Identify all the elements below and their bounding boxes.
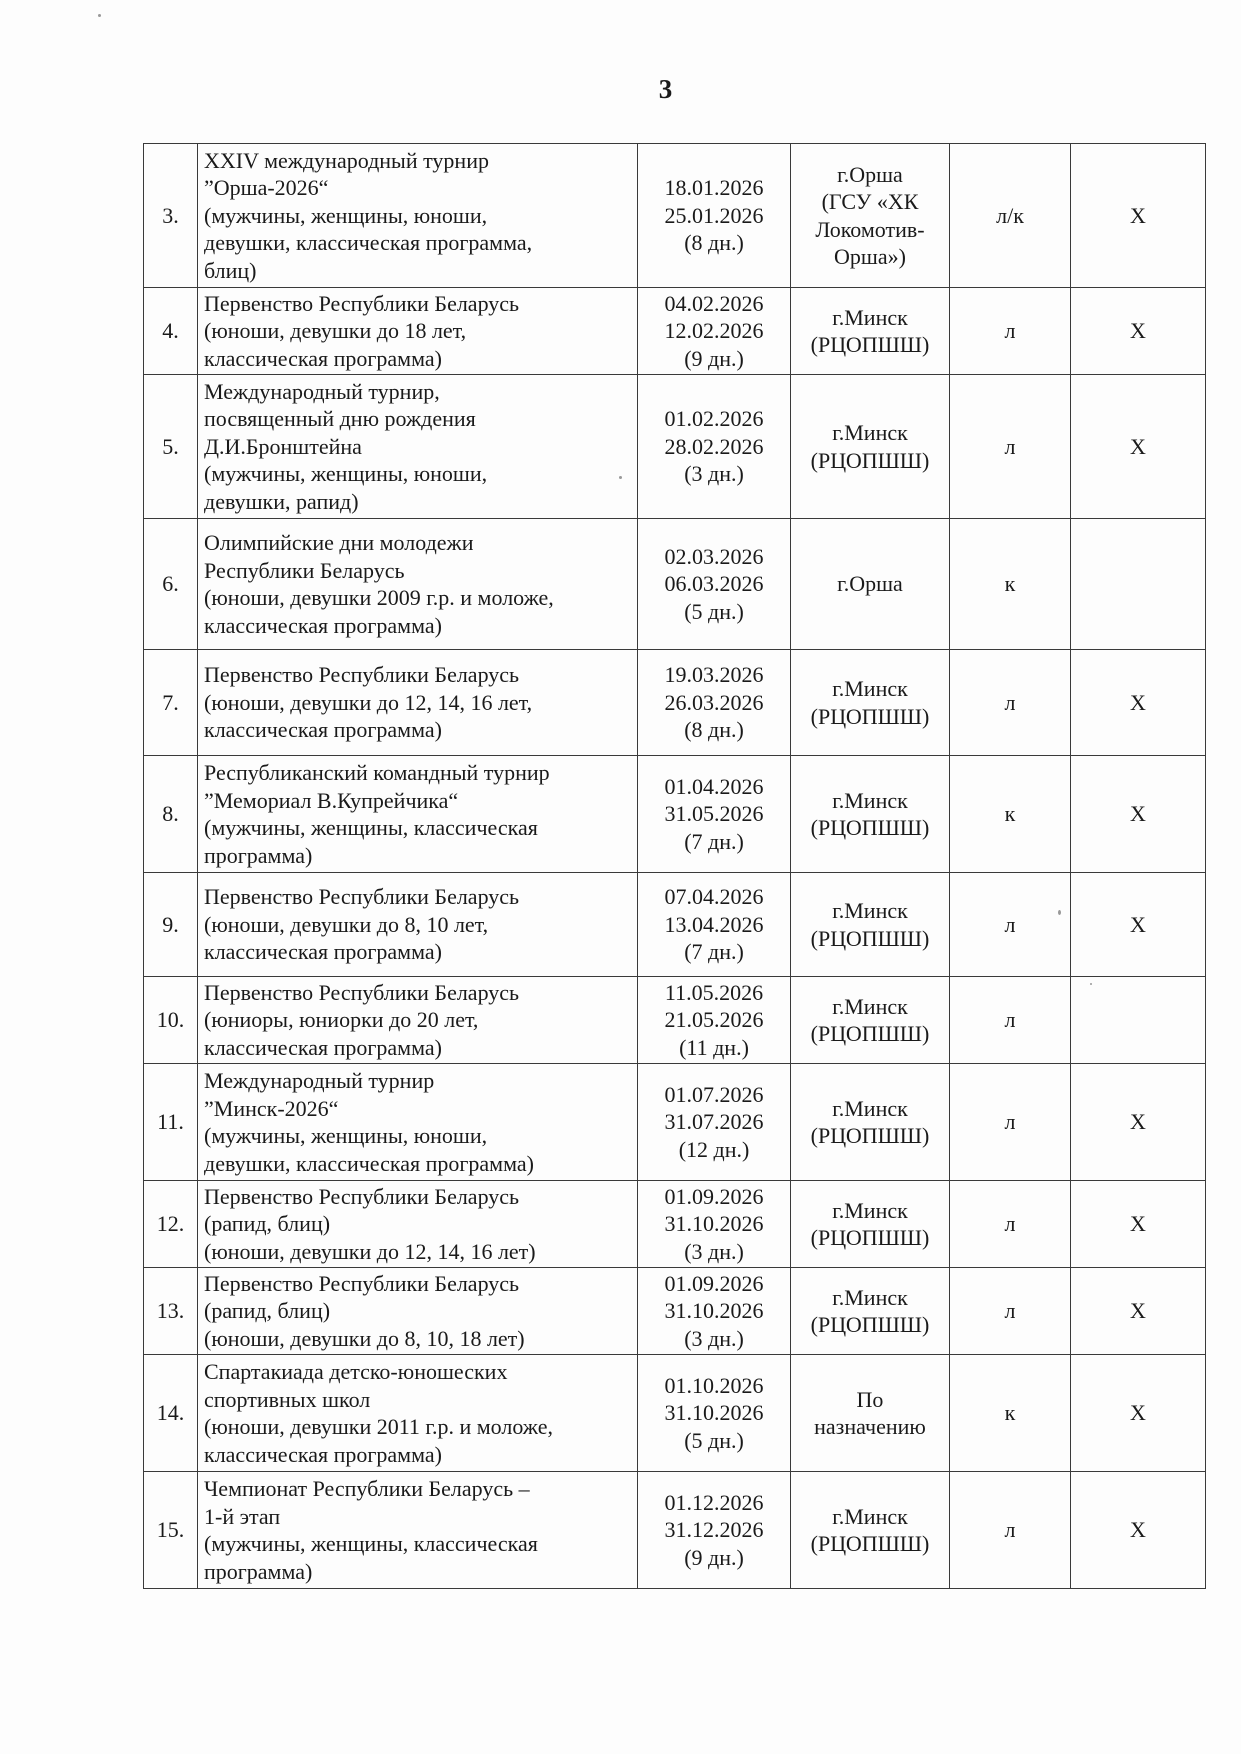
event-dates-line: 28.02.2026 (664, 433, 764, 459)
event-name (198, 1268, 638, 1355)
event-name-line: посвященный дню рождения (204, 406, 476, 432)
event-name-line: Международный турнир (204, 1068, 435, 1093)
event-location-line: назначению (814, 1414, 926, 1439)
event-dates-line: (3 дн.) (684, 1325, 744, 1351)
event-name-line: ”Орша-2026“ (204, 175, 329, 201)
event-mark: Х (1071, 756, 1206, 873)
event-dates-line: 31.12.2026 (664, 1517, 764, 1543)
table-row (144, 519, 1206, 650)
event-location-line: г.Минск (832, 1503, 908, 1529)
event-dates-line: 06.03.2026 (664, 571, 764, 597)
event-dates-line: (7 дн.) (684, 828, 744, 854)
event-type: л (950, 1268, 1071, 1355)
event-mark: Х (1071, 1472, 1206, 1589)
event-location-line: Орша») (834, 244, 906, 269)
scan-speck (98, 14, 101, 17)
event-mark: Х (1071, 288, 1206, 375)
event-dates-line: 31.10.2026 (664, 1211, 764, 1237)
event-name-line: Первенство Республики Беларусь (204, 290, 520, 316)
event-dates-line: (8 дн.) (684, 230, 744, 256)
event-dates (638, 1064, 791, 1181)
event-dates (638, 1355, 791, 1472)
row-number: 8. (144, 756, 198, 873)
event-name-line: спортивных школ (204, 1386, 371, 1412)
event-dates-line: 31.10.2026 (664, 1298, 764, 1324)
event-location (791, 144, 950, 288)
event-name-line: классическая программа) (204, 612, 442, 638)
event-type: л/к (950, 144, 1071, 288)
event-location-line: г.Минск (832, 1197, 908, 1223)
event-name-line: (мужчины, женщины, классическая (204, 1531, 538, 1556)
event-location-line: По (856, 1386, 884, 1412)
event-name-line: Международный турнир, (204, 378, 440, 404)
event-name-line: Республиканский командный турнир (204, 760, 550, 785)
event-dates (638, 1472, 791, 1589)
event-type: к (950, 519, 1071, 650)
event-location-line: (РЦОПШШ) (810, 1531, 930, 1556)
event-dates-line: (7 дн.) (684, 939, 744, 965)
event-location-line: (РЦОПШШ) (810, 815, 930, 840)
event-location-line: (РЦОПШШ) (810, 1123, 930, 1148)
event-name-line: классическая программа) (204, 345, 442, 371)
event-dates-line: 01.07.2026 (664, 1081, 764, 1107)
event-type: к (950, 756, 1071, 873)
event-location-line: (РЦОПШШ) (810, 925, 930, 951)
scan-speck (619, 476, 622, 479)
event-name-line: классическая программа) (204, 1034, 442, 1060)
event-dates-line: (3 дн.) (684, 1238, 744, 1264)
event-dates-line: 18.01.2026 (664, 175, 764, 201)
event-location-line: (РЦОПШШ) (810, 332, 930, 357)
event-name (198, 873, 638, 977)
event-location-line: г.Минск (832, 898, 908, 923)
event-dates-line: 04.02.2026 (664, 290, 764, 316)
event-name (198, 1064, 638, 1181)
event-name-line: Первенство Республики Беларусь (204, 1270, 520, 1296)
table-row (144, 873, 1206, 977)
event-location (791, 375, 950, 519)
table-row (144, 1181, 1206, 1268)
row-number: 10. (144, 977, 198, 1064)
event-name-line: (юноши, девушки до 12, 14, 16 лет) (204, 1238, 536, 1264)
event-dates-line: (8 дн.) (684, 717, 744, 743)
event-type: л (950, 375, 1071, 519)
event-name-line: (мужчины, женщины, классическая (204, 815, 538, 840)
event-name-line: ”Минск-2026“ (204, 1095, 339, 1121)
event-location-line: г.Минск (832, 993, 908, 1019)
event-dates-line: 19.03.2026 (664, 662, 764, 688)
table-row (144, 756, 1206, 873)
table-row (144, 1355, 1206, 1472)
scan-speck (1058, 910, 1061, 915)
event-name-line: (юноши, девушки до 8, 10, 18 лет) (204, 1325, 525, 1351)
event-type: л (950, 1472, 1071, 1589)
event-location-line: (ГСУ «ХК (821, 189, 919, 214)
event-location-line: (РЦОПШШ) (810, 1225, 930, 1250)
page-number: 3 (658, 74, 673, 104)
event-name-line: Республики Беларусь (204, 557, 405, 583)
event-dates-line: (9 дн.) (684, 345, 744, 371)
event-dates-line: 25.01.2026 (664, 202, 764, 228)
event-name-line: Олимпийские дни молодежи (204, 530, 474, 555)
event-name (198, 1181, 638, 1268)
event-name-line: классическая программа) (204, 1441, 442, 1467)
event-name-line: (мужчины, женщины, юноши, (204, 461, 488, 487)
event-name-line: (юноши, девушки до 18 лет, (204, 318, 467, 344)
row-number: 14. (144, 1355, 198, 1472)
table-row (144, 977, 1206, 1064)
event-dates-line: (11 дн.) (679, 1034, 749, 1060)
event-name (198, 288, 638, 375)
event-dates-line: (5 дн.) (684, 1427, 744, 1453)
event-type: л (950, 650, 1071, 756)
event-location-line: г.Орша (837, 571, 903, 597)
event-dates-line: 01.10.2026 (664, 1372, 764, 1398)
event-mark: Х (1071, 144, 1206, 288)
table-row (144, 375, 1206, 519)
event-name (198, 375, 638, 519)
event-dates (638, 144, 791, 288)
table-row (144, 1064, 1206, 1181)
event-name-line: 1-й этап (204, 1503, 281, 1529)
event-location-line: г.Минск (832, 676, 908, 701)
event-mark (1071, 519, 1206, 650)
event-mark: Х (1071, 1355, 1206, 1472)
table-row (144, 288, 1206, 375)
event-location (791, 519, 950, 650)
event-name-line: девушки, классическая программа) (204, 1150, 534, 1176)
event-dates-line: 01.02.2026 (664, 406, 764, 432)
table-row (144, 650, 1206, 756)
event-name-line: программа) (204, 1558, 313, 1584)
event-location-line: (РЦОПШШ) (810, 703, 930, 729)
event-location (791, 1181, 950, 1268)
event-dates-line: 01.12.2026 (664, 1489, 764, 1515)
competition-schedule-table (143, 143, 1206, 1589)
event-dates-line: 31.05.2026 (664, 801, 764, 827)
event-mark: Х (1071, 375, 1206, 519)
row-number: 5. (144, 375, 198, 519)
event-name-line: Чемпионат Республики Беларусь – (204, 1476, 530, 1501)
event-name (198, 144, 638, 288)
event-location (791, 1355, 950, 1472)
event-name-line: программа) (204, 842, 313, 868)
event-location (791, 1064, 950, 1181)
row-number: 12. (144, 1181, 198, 1268)
event-dates-line: 02.03.2026 (664, 543, 764, 569)
table-body (144, 144, 1206, 1589)
event-dates (638, 650, 791, 756)
event-location (791, 288, 950, 375)
event-dates (638, 288, 791, 375)
event-name-line: Первенство Республики Беларусь (204, 662, 520, 688)
event-location (791, 650, 950, 756)
event-mark: Х (1071, 1181, 1206, 1268)
event-dates-line: 07.04.2026 (664, 884, 764, 910)
event-name-line: девушки, классическая программа, (204, 230, 533, 256)
table-row (144, 1268, 1206, 1355)
event-mark (1071, 977, 1206, 1064)
event-name-line: девушки, рапид) (204, 488, 359, 514)
event-name-line: (юниоры, юниорки до 20 лет, (204, 1007, 479, 1033)
table-row (144, 1472, 1206, 1589)
event-location-line: г.Минск (832, 1095, 908, 1121)
event-location-line: г.Минск (832, 304, 908, 330)
event-name-line: (рапид, блиц) (204, 1298, 331, 1324)
event-name-line: Д.И.Бронштейна (204, 433, 362, 459)
event-dates-line: 13.04.2026 (664, 911, 764, 937)
event-dates (638, 375, 791, 519)
table-row (144, 144, 1206, 288)
event-type: к (950, 1355, 1071, 1472)
event-dates (638, 873, 791, 977)
row-number: 15. (144, 1472, 198, 1589)
event-name (198, 1472, 638, 1589)
event-name-line: Первенство Республики Беларусь (204, 979, 520, 1005)
event-name (198, 1355, 638, 1472)
event-dates-line: 01.09.2026 (664, 1183, 764, 1209)
event-location (791, 756, 950, 873)
row-number: 9. (144, 873, 198, 977)
event-location-line: (РЦОПШШ) (810, 1021, 930, 1046)
event-name-line: (юноши, девушки до 12, 14, 16 лет, (204, 689, 533, 715)
event-name (198, 650, 638, 756)
event-name-line: Первенство Республики Беларусь (204, 1183, 520, 1209)
row-number: 7. (144, 650, 198, 756)
event-name-line: блиц) (204, 257, 257, 283)
row-number: 3. (144, 144, 198, 288)
event-type: л (950, 288, 1071, 375)
event-dates (638, 1268, 791, 1355)
event-dates-line: 31.10.2026 (664, 1400, 764, 1426)
scan-speck (1090, 983, 1092, 985)
event-location (791, 1472, 950, 1589)
event-name-line: (рапид, блиц) (204, 1211, 331, 1237)
row-number: 11. (144, 1064, 198, 1181)
event-dates-line: (3 дн.) (684, 461, 744, 487)
event-name-line: Первенство Республики Беларусь (204, 884, 520, 910)
event-location-line: г.Минск (832, 420, 908, 445)
event-name-line: классическая программа) (204, 939, 442, 965)
event-type: л (950, 1064, 1071, 1181)
event-mark: Х (1071, 873, 1206, 977)
event-dates-line: 12.02.2026 (664, 318, 764, 344)
event-dates (638, 756, 791, 873)
event-dates-line: 26.03.2026 (664, 689, 764, 715)
event-name-line: (юноши, девушки до 8, 10 лет, (204, 911, 489, 937)
event-dates-line: (12 дн.) (678, 1136, 750, 1162)
event-location-line: г.Минск (832, 787, 908, 813)
event-name-line: XXIV международный турнир (204, 147, 489, 173)
event-name (198, 977, 638, 1064)
event-location (791, 1268, 950, 1355)
event-name-line: (мужчины, женщины, юноши, (204, 1123, 488, 1148)
event-name (198, 756, 638, 873)
event-name-line: ”Мемориал В.Купрейчика“ (204, 787, 459, 813)
event-location-line: (РЦОПШШ) (810, 447, 930, 473)
event-location-line: г.Орша (837, 161, 903, 187)
event-location-line: (РЦОПШШ) (810, 1312, 930, 1337)
event-type: л (950, 873, 1071, 977)
event-mark: Х (1071, 1268, 1206, 1355)
row-number: 4. (144, 288, 198, 375)
event-location-line: г.Минск (832, 1284, 908, 1310)
event-dates (638, 977, 791, 1064)
event-location (791, 977, 950, 1064)
event-type: л (950, 977, 1071, 1064)
event-name-line: классическая программа) (204, 717, 442, 743)
event-location-line: Локомотив- (815, 216, 925, 242)
event-dates (638, 519, 791, 650)
event-dates-line: 01.04.2026 (664, 773, 764, 799)
event-location (791, 873, 950, 977)
event-dates-line: 11.05.2026 (664, 979, 764, 1005)
event-name (198, 519, 638, 650)
event-dates-line: 31.07.2026 (664, 1109, 764, 1135)
event-mark: Х (1071, 1064, 1206, 1181)
event-type: л (950, 1181, 1071, 1268)
row-number: 6. (144, 519, 198, 650)
event-dates (638, 1181, 791, 1268)
row-number: 13. (144, 1268, 198, 1355)
event-dates-line: 01.09.2026 (664, 1270, 764, 1296)
event-name-line: (мужчины, женщины, юноши, (204, 202, 488, 228)
event-dates-line: 21.05.2026 (664, 1007, 764, 1033)
event-name-line: (юноши, девушки 2009 г.р. и моложе, (204, 585, 554, 610)
event-dates-line: (9 дн.) (684, 1544, 744, 1570)
event-name-line: Спартакиада детско-юношеских (204, 1359, 508, 1384)
event-mark: Х (1071, 650, 1206, 756)
event-dates-line: (5 дн.) (684, 598, 744, 624)
event-name-line: (юноши, девушки 2011 г.р. и моложе, (204, 1414, 553, 1439)
